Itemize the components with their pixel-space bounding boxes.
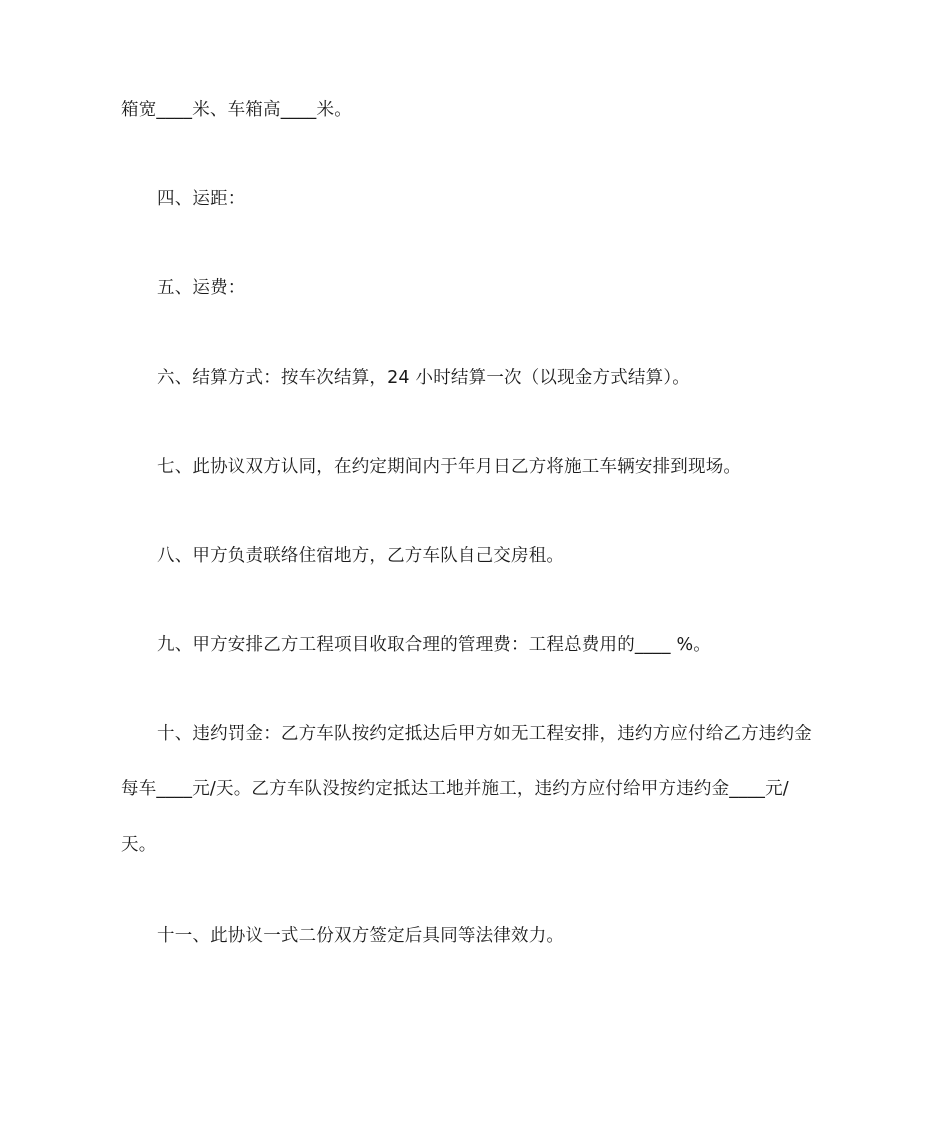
clause-6-settlement: 六、结算方式：按车次结算，24 小时结算一次（以现金方式结算）。 xyxy=(157,368,690,388)
clause-9-management-fee: 九、甲方安排乙方工程项目收取合理的管理费：工程总费用的____ %。 xyxy=(157,635,711,655)
clause-5-freight: 五、运费： xyxy=(157,278,246,298)
clause-7-agreement: 七、此协议双方认同，在约定期间内于年月日乙方将施工车辆安排到现场。 xyxy=(157,457,742,477)
clause-11-validity: 十一、此协议一式二份双方签定后具同等法律效力。 xyxy=(157,926,565,946)
clause-8-lodging: 八、甲方负责联络住宿地方，乙方车队自己交房租。 xyxy=(157,546,565,566)
clause-10-penalty-line-3: 天。 xyxy=(121,835,157,855)
clause-4-distance: 四、运距： xyxy=(157,189,246,209)
clause-3-continuation: 箱宽____米、车箱高____米。 xyxy=(121,100,352,120)
clause-10-penalty-line-1: 十、违约罚金：乙方车队按约定抵达后甲方如无工程安排，违约方应付给乙方违约金 xyxy=(157,724,812,744)
clause-10-penalty-line-2: 每车____元/天。乙方车队没按约定抵达工地并施工，违约方应付给甲方违约金____元/ xyxy=(121,779,789,799)
